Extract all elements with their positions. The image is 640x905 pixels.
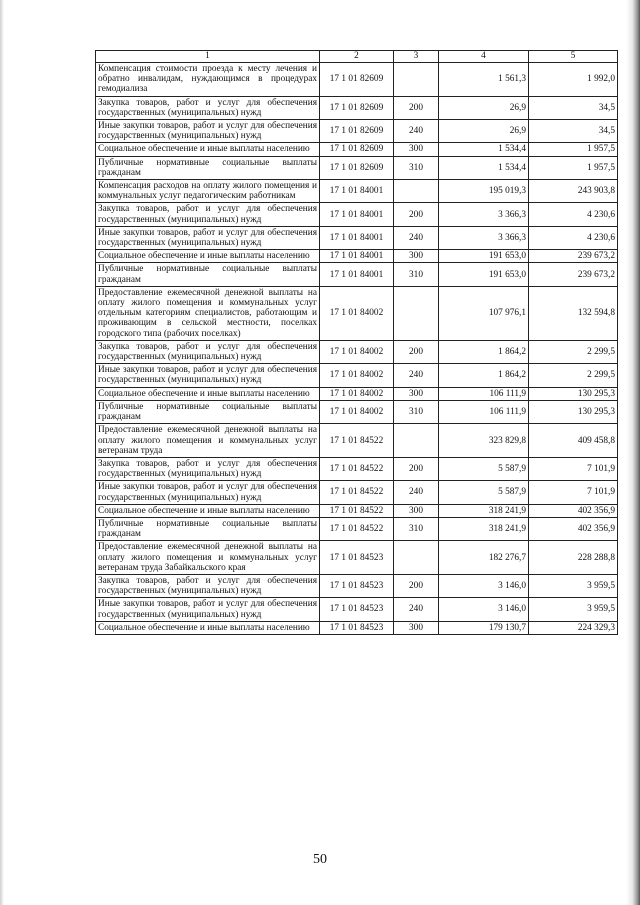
row-expense-type: 240 [394,481,439,504]
row-expense-type: 300 [394,621,439,634]
row-expense-type: 300 [394,143,439,156]
table-row [96,143,618,156]
row-code: 17 1 01 82609 [320,156,394,179]
table-row [96,517,618,540]
row-amount-1: 26,9 [439,120,529,143]
table-row [96,621,618,634]
row-expense-type: 200 [394,574,439,597]
row-code: 17 1 01 84001 [320,180,394,203]
row-amount-1: 1 561,3 [439,63,529,97]
row-amount-1: 26,9 [439,96,529,119]
row-amount-2: 4 230,6 [529,203,618,226]
row-expense-type: 240 [394,226,439,249]
row-amount-1: 3 146,0 [439,598,529,621]
row-code: 17 1 01 84523 [320,598,394,621]
row-amount-1: 1 534,4 [439,156,529,179]
table-row [96,424,618,458]
row-amount-2: 224 329,3 [529,621,618,634]
row-amount-2: 34,5 [529,96,618,119]
row-expense-type: 310 [394,263,439,286]
table-row [96,96,618,119]
row-amount-1: 5 587,9 [439,457,529,480]
header-col-4: 4 [439,51,529,63]
row-code: 17 1 01 84002 [320,364,394,387]
table-row [96,457,618,480]
table-row [96,504,618,517]
table-row [96,387,618,400]
row-code: 17 1 01 84523 [320,541,394,575]
table-row [96,541,618,575]
row-amount-1: 195 019,3 [439,180,529,203]
table-row [96,400,618,423]
row-code: 17 1 01 84523 [320,574,394,597]
row-expense-type: 310 [394,517,439,540]
row-expense-type: 240 [394,120,439,143]
row-amount-1: 5 587,9 [439,481,529,504]
row-amount-1: 318 241,9 [439,517,529,540]
row-amount-1: 106 111,9 [439,387,529,400]
row-amount-2: 3 959,5 [529,598,618,621]
row-name: Предоставление ежемесячной денежной выплаты на оплату жилого помещения и коммунальных услуг ветеранам труда Забайкальского края [96,541,320,575]
row-name: Социальное обеспечение и иные выплаты населению [96,250,320,263]
row-amount-2: 1 957,5 [529,143,618,156]
row-expense-type [394,63,439,97]
row-expense-type: 240 [394,364,439,387]
row-expense-type: 300 [394,250,439,263]
row-expense-type: 310 [394,400,439,423]
row-amount-1: 1 534,4 [439,143,529,156]
row-code: 17 1 01 82609 [320,63,394,97]
row-amount-2: 34,5 [529,120,618,143]
row-code: 17 1 01 84522 [320,424,394,458]
row-amount-2: 132 594,8 [529,286,618,340]
row-amount-2: 1 957,5 [529,156,618,179]
row-expense-type: 200 [394,340,439,363]
row-code: 17 1 01 84522 [320,457,394,480]
table-row [96,263,618,286]
row-amount-2: 243 903,8 [529,180,618,203]
row-name: Социальное обеспечение и иные выплаты населению [96,621,320,634]
row-amount-2: 2 299,5 [529,340,618,363]
row-name: Иные закупки товаров, работ и услуг для обеспечения государственных (муниципальных) нужд [96,226,320,249]
row-code: 17 1 01 84001 [320,226,394,249]
row-code: 17 1 01 84522 [320,481,394,504]
table-row [96,574,618,597]
row-name: Предоставление ежемесячной денежной выплаты на оплату жилого помещения и коммунальных услуг отдельным категориям специалистов, работающим и проживающим в сельской местности, поселках городского типа (рабочих поселках) [96,286,320,340]
row-amount-1: 318 241,9 [439,504,529,517]
row-code: 17 1 01 82609 [320,120,394,143]
scan-shadow-right [626,0,640,905]
row-amount-1: 1 864,2 [439,364,529,387]
budget-table [95,50,618,635]
row-amount-2: 228 288,8 [529,541,618,575]
row-amount-1: 107 976,1 [439,286,529,340]
row-name: Иные закупки товаров, работ и услуг для обеспечения государственных (муниципальных) нужд [96,598,320,621]
header-col-5: 5 [529,51,618,63]
row-code: 17 1 01 84001 [320,250,394,263]
row-code: 17 1 01 82609 [320,143,394,156]
row-name: Публичные нормативные социальные выплаты гражданам [96,517,320,540]
row-name: Иные закупки товаров, работ и услуг для обеспечения государственных (муниципальных) нужд [96,120,320,143]
row-amount-1: 3 366,3 [439,226,529,249]
row-amount-2: 402 356,9 [529,504,618,517]
row-code: 17 1 01 84002 [320,340,394,363]
table-row [96,340,618,363]
row-amount-1: 182 276,7 [439,541,529,575]
row-amount-2: 239 673,2 [529,250,618,263]
row-code: 17 1 01 84002 [320,286,394,340]
row-amount-2: 4 230,6 [529,226,618,249]
table-row [96,364,618,387]
row-amount-2: 7 101,9 [529,457,618,480]
row-name: Закупка товаров, работ и услуг для обеспечения государственных (муниципальных) нужд [96,574,320,597]
row-expense-type: 200 [394,203,439,226]
table-row [96,598,618,621]
row-amount-2: 239 673,2 [529,263,618,286]
row-name: Социальное обеспечение и иные выплаты населению [96,387,320,400]
table-row [96,63,618,97]
row-expense-type [394,286,439,340]
table-row [96,156,618,179]
row-code: 17 1 01 84522 [320,517,394,540]
row-code: 17 1 01 82609 [320,96,394,119]
table-row [96,286,618,340]
row-amount-2: 2 299,5 [529,364,618,387]
table-header-row [96,51,618,63]
table-row [96,180,618,203]
row-expense-type: 200 [394,457,439,480]
row-code: 17 1 01 84522 [320,504,394,517]
row-code: 17 1 01 84002 [320,400,394,423]
row-code: 17 1 01 84001 [320,263,394,286]
table-row [96,226,618,249]
row-name: Иные закупки товаров, работ и услуг для обеспечения государственных (муниципальных) нужд [96,364,320,387]
row-expense-type [394,180,439,203]
table-row [96,481,618,504]
row-amount-1: 1 864,2 [439,340,529,363]
row-expense-type: 200 [394,96,439,119]
row-amount-2: 130 295,3 [529,400,618,423]
row-expense-type [394,541,439,575]
table-body [96,63,618,635]
row-amount-1: 191 653,0 [439,263,529,286]
row-name: Компенсация стоимости проезда к месту лечения и обратно инвалидам, нуждающимся в процедурах гемодиализа [96,63,320,97]
row-amount-2: 130 295,3 [529,387,618,400]
row-name: Социальное обеспечение и иные выплаты населению [96,504,320,517]
row-name: Закупка товаров, работ и услуг для обеспечения государственных (муниципальных) нужд [96,203,320,226]
row-amount-2: 7 101,9 [529,481,618,504]
row-amount-1: 191 653,0 [439,250,529,263]
header-col-3: 3 [394,51,439,63]
table-row [96,120,618,143]
page-number: 50 [313,852,327,867]
row-amount-2: 1 992,0 [529,63,618,97]
row-expense-type: 300 [394,387,439,400]
row-name: Публичные нормативные социальные выплаты гражданам [96,263,320,286]
row-code: 17 1 01 84001 [320,203,394,226]
header-col-2: 2 [320,51,394,63]
row-amount-1: 323 829,8 [439,424,529,458]
row-amount-1: 106 111,9 [439,400,529,423]
row-name: Иные закупки товаров, работ и услуг для обеспечения государственных (муниципальных) нужд [96,481,320,504]
row-expense-type: 300 [394,504,439,517]
row-expense-type: 240 [394,598,439,621]
table-row [96,250,618,263]
row-amount-2: 3 959,5 [529,574,618,597]
row-amount-1: 3 146,0 [439,574,529,597]
row-name: Закупка товаров, работ и услуг для обеспечения государственных (муниципальных) нужд [96,340,320,363]
row-name: Закупка товаров, работ и услуг для обеспечения государственных (муниципальных) нужд [96,96,320,119]
row-name: Публичные нормативные социальные выплаты гражданам [96,400,320,423]
row-name: Социальное обеспечение и иные выплаты населению [96,143,320,156]
row-expense-type: 310 [394,156,439,179]
row-name: Публичные нормативные социальные выплаты гражданам [96,156,320,179]
header-col-1: 1 [96,51,320,63]
row-code: 17 1 01 84002 [320,387,394,400]
row-name: Компенсация расходов на оплату жилого помещения и коммунальных услуг педагогическим работникам [96,180,320,203]
row-name: Предоставление ежемесячной денежной выплаты на оплату жилого помещения и коммунальных услуг ветеранам труда [96,424,320,458]
row-amount-2: 402 356,9 [529,517,618,540]
row-expense-type [394,424,439,458]
row-amount-1: 179 130,7 [439,621,529,634]
row-code: 17 1 01 84523 [320,621,394,634]
row-name: Закупка товаров, работ и услуг для обеспечения государственных (муниципальных) нужд [96,457,320,480]
row-amount-1: 3 366,3 [439,203,529,226]
row-amount-2: 409 458,8 [529,424,618,458]
scan-shadow-left [0,0,4,905]
table-row [96,203,618,226]
